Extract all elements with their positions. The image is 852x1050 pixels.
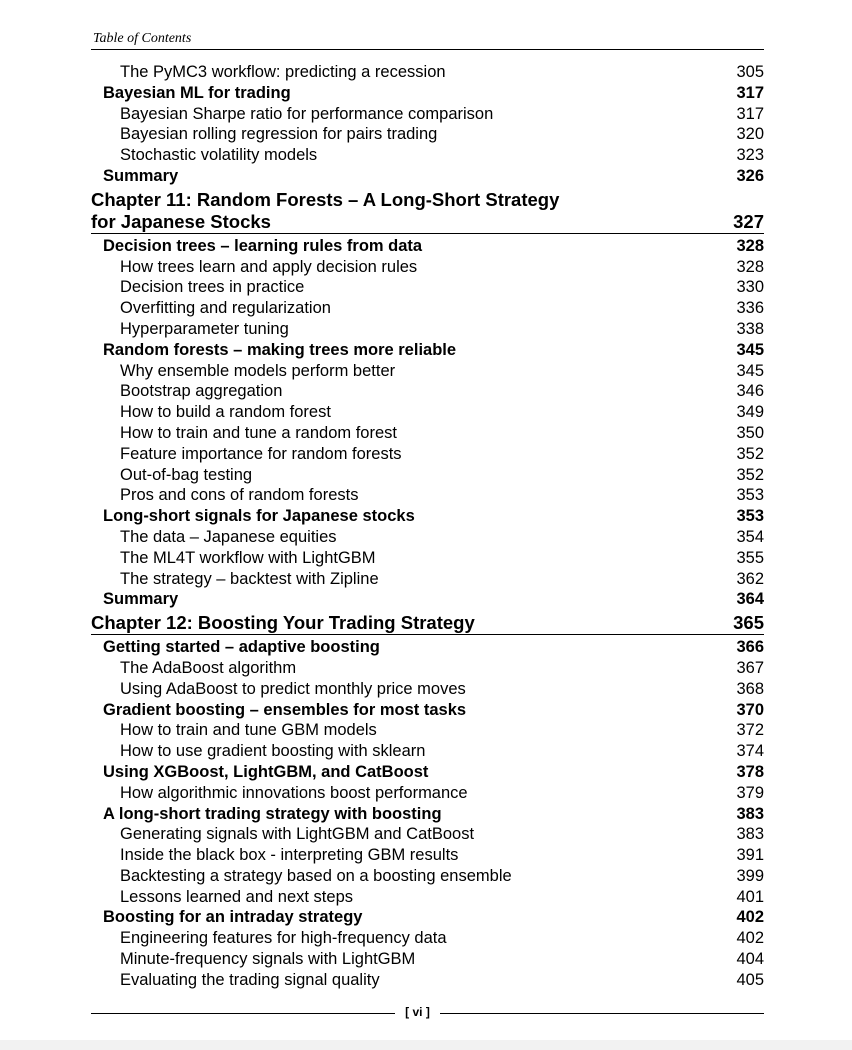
footer-rule-right — [440, 1013, 764, 1014]
toc-entry[interactable] — [91, 423, 764, 444]
toc-entry-page: 352 — [736, 444, 764, 463]
toc-entry[interactable] — [91, 589, 764, 610]
toc-entry-page: 353 — [736, 486, 764, 505]
toc-entry-page: 362 — [736, 569, 764, 588]
toc-entry-page: 349 — [736, 403, 764, 422]
toc-entry[interactable] — [91, 444, 764, 465]
toc-entry[interactable] — [91, 319, 764, 340]
toc-entry-title: The strategy – backtest with Zipline — [120, 569, 379, 588]
toc-entry-title: Decision trees – learning rules from data — [103, 236, 423, 255]
toc-entry-title: Bayesian Sharpe ratio for performance comparison — [120, 104, 494, 123]
toc-section-top — [91, 62, 764, 187]
header-rule — [91, 49, 764, 50]
toc-entry-page: 399 — [736, 866, 764, 885]
toc-entry[interactable] — [91, 527, 764, 548]
toc-entry-title: Overfitting and regularization — [120, 299, 331, 318]
toc-entry-page: 336 — [736, 299, 764, 318]
toc-entry-page: 404 — [736, 950, 764, 969]
toc-entry[interactable] — [91, 741, 764, 762]
toc-entry-title: Using XGBoost, LightGBM, and CatBoost — [103, 762, 429, 781]
toc-entry-page: 368 — [736, 679, 764, 698]
chapter-11-heading[interactable] — [91, 187, 764, 234]
toc-entry-title: Pros and cons of random forests — [120, 486, 359, 505]
toc-section-chapter-11 — [91, 236, 764, 610]
toc-entry-title: The data – Japanese equities — [120, 527, 337, 546]
toc-entry-page: 374 — [736, 742, 764, 761]
toc-entry[interactable] — [91, 236, 764, 257]
toc-entry[interactable] — [91, 465, 764, 486]
toc-entry-title: Bayesian rolling regression for pairs trading — [120, 125, 438, 144]
footer-page-number: [ vi ] — [405, 1005, 430, 1019]
toc-entry[interactable] — [91, 804, 764, 825]
toc-entry-page: 366 — [736, 638, 764, 657]
toc-entry[interactable] — [91, 340, 764, 361]
toc-entry-title: Summary — [103, 166, 179, 185]
toc-entry[interactable] — [91, 62, 764, 83]
toc-entry-title: Lessons learned and next steps — [120, 887, 353, 906]
toc-entry-page: 352 — [736, 465, 764, 484]
toc-entry-title: Why ensemble models perform better — [120, 361, 396, 380]
toc-entry-page: 405 — [736, 970, 764, 989]
chapter-11-page: 327 — [733, 210, 764, 232]
toc-entry-title: Random forests – making trees more reliable — [103, 340, 457, 359]
toc-entry[interactable] — [91, 637, 764, 658]
toc-entry[interactable] — [91, 887, 764, 908]
toc-entry-title: Engineering features for high-frequency data — [120, 929, 447, 948]
toc-entry-title: The PyMC3 workflow: predicting a recession — [120, 63, 446, 81]
toc-entry-page: 346 — [736, 382, 764, 401]
toc-entry-page: 402 — [736, 908, 764, 927]
chapter-11-title-line1: Chapter 11: Random Forests – A Long-Short Strategy — [91, 188, 560, 210]
toc-entry[interactable] — [91, 866, 764, 887]
toc-entry[interactable] — [91, 506, 764, 527]
toc-entry-title: Feature importance for random forests — [120, 444, 402, 463]
toc-entry-page: 305 — [736, 63, 764, 81]
toc-entry-title: How to build a random forest — [120, 403, 331, 422]
viewer-background — [0, 1040, 852, 1050]
toc-entry[interactable] — [91, 762, 764, 783]
toc-entry[interactable] — [91, 700, 764, 721]
table-of-contents — [91, 62, 764, 991]
toc-entry-page: 328 — [736, 236, 764, 255]
toc-entry-page: 383 — [736, 804, 764, 823]
toc-entry-title: Out-of-bag testing — [120, 465, 253, 484]
toc-entry-title: Decision trees in practice — [120, 278, 305, 297]
toc-entry-page: 323 — [736, 146, 764, 165]
toc-entry[interactable] — [91, 257, 764, 278]
toc-entry-page: 345 — [736, 361, 764, 380]
toc-entry[interactable] — [91, 720, 764, 741]
toc-entry-page: 317 — [736, 104, 764, 123]
toc-entry[interactable] — [91, 381, 764, 402]
toc-entry-page: 402 — [736, 929, 764, 948]
toc-entry-title: Bayesian ML for trading — [103, 83, 291, 102]
toc-entry[interactable] — [91, 569, 764, 590]
toc-entry[interactable] — [91, 928, 764, 949]
toc-entry[interactable] — [91, 824, 764, 845]
toc-entry[interactable] — [91, 658, 764, 679]
toc-entry-page: 317 — [736, 83, 764, 102]
footer-rule-left — [91, 1013, 395, 1014]
toc-entry-title: Long-short signals for Japanese stocks — [103, 507, 415, 526]
toc-entry[interactable] — [91, 145, 764, 166]
chapter-12-heading[interactable] — [91, 610, 764, 635]
toc-entry[interactable] — [91, 679, 764, 700]
toc-entry-page: 354 — [736, 527, 764, 546]
toc-entry-title: Minute-frequency signals with LightGBM — [120, 950, 416, 969]
toc-entry[interactable] — [91, 949, 764, 970]
toc-entry[interactable] — [91, 402, 764, 423]
toc-entry[interactable] — [91, 907, 764, 928]
toc-entry-title: The ML4T workflow with LightGBM — [120, 548, 376, 567]
toc-entry-title: How to train and tune GBM models — [120, 721, 377, 740]
toc-entry-page: 355 — [736, 548, 764, 567]
chapter-11-title-line2: for Japanese Stocks — [91, 210, 271, 232]
toc-entry[interactable] — [91, 783, 764, 804]
running-header: Table of Contents — [93, 31, 192, 46]
toc-entry-page: 378 — [736, 762, 764, 781]
toc-entry-title: Bootstrap aggregation — [120, 382, 283, 401]
toc-entry-page: 367 — [736, 658, 764, 677]
toc-entry-page: 372 — [736, 721, 764, 740]
toc-entry-title: How algorithmic innovations boost performance — [120, 783, 468, 802]
toc-entry-title: Boosting for an intraday strategy — [103, 908, 363, 927]
toc-entry[interactable] — [91, 485, 764, 506]
toc-entry-title: Stochastic volatility models — [120, 146, 318, 165]
toc-entry[interactable] — [91, 83, 764, 104]
chapter-12-page: 365 — [733, 612, 764, 634]
toc-entry-page: 326 — [736, 166, 764, 185]
toc-entry-page: 383 — [736, 825, 764, 844]
toc-entry-title: Backtesting a strategy based on a boosting ensemble — [120, 866, 512, 885]
toc-entry-title: Summary — [103, 590, 179, 609]
toc-entry-title: Using AdaBoost to predict monthly price moves — [120, 679, 466, 698]
toc-entry-page: 391 — [736, 846, 764, 865]
toc-entry-title: Getting started – adaptive boosting — [103, 638, 380, 657]
toc-entry-title: Gradient boosting – ensembles for most tasks — [103, 700, 467, 719]
toc-entry-page: 364 — [736, 590, 764, 609]
toc-entry-page: 320 — [736, 125, 764, 144]
chapter-12-title: Chapter 12: Boosting Your Trading Strategy — [91, 612, 475, 634]
toc-entry-title: How to use gradient boosting with sklearn — [120, 742, 426, 761]
toc-entry-page: 345 — [736, 340, 764, 359]
toc-entry[interactable] — [91, 277, 764, 298]
toc-entry-page: 330 — [736, 278, 764, 297]
toc-entry-title: How to train and tune a random forest — [120, 423, 397, 442]
toc-entry-page: 353 — [736, 507, 764, 526]
toc-entry-page: 379 — [736, 783, 764, 802]
toc-entry-page: 401 — [736, 887, 764, 906]
toc-entry[interactable] — [91, 970, 764, 991]
toc-section-chapter-12 — [91, 637, 764, 991]
toc-entry-title: The AdaBoost algorithm — [120, 658, 297, 677]
toc-entry-title: Hyperparameter tuning — [120, 319, 289, 338]
toc-entry-title: Generating signals with LightGBM and CatBoost — [120, 825, 475, 844]
toc-entry[interactable] — [91, 548, 764, 569]
toc-entry[interactable] — [91, 361, 764, 382]
toc-entry-page: 350 — [736, 423, 764, 442]
toc-entry-title: How trees learn and apply decision rules — [120, 257, 418, 276]
toc-entry[interactable] — [91, 845, 764, 866]
toc-entry[interactable] — [91, 104, 764, 125]
toc-entry-page: 338 — [736, 319, 764, 338]
toc-entry-title: Evaluating the trading signal quality — [120, 970, 380, 989]
toc-entry[interactable] — [91, 298, 764, 319]
toc-entry-title: A long-short trading strategy with boosting — [103, 804, 442, 823]
toc-entry[interactable] — [91, 166, 764, 187]
toc-entry[interactable] — [91, 124, 764, 145]
toc-entry-title: Inside the black box - interpreting GBM results — [120, 846, 459, 865]
toc-entry-page: 370 — [736, 700, 764, 719]
toc-entry-page: 328 — [736, 257, 764, 276]
